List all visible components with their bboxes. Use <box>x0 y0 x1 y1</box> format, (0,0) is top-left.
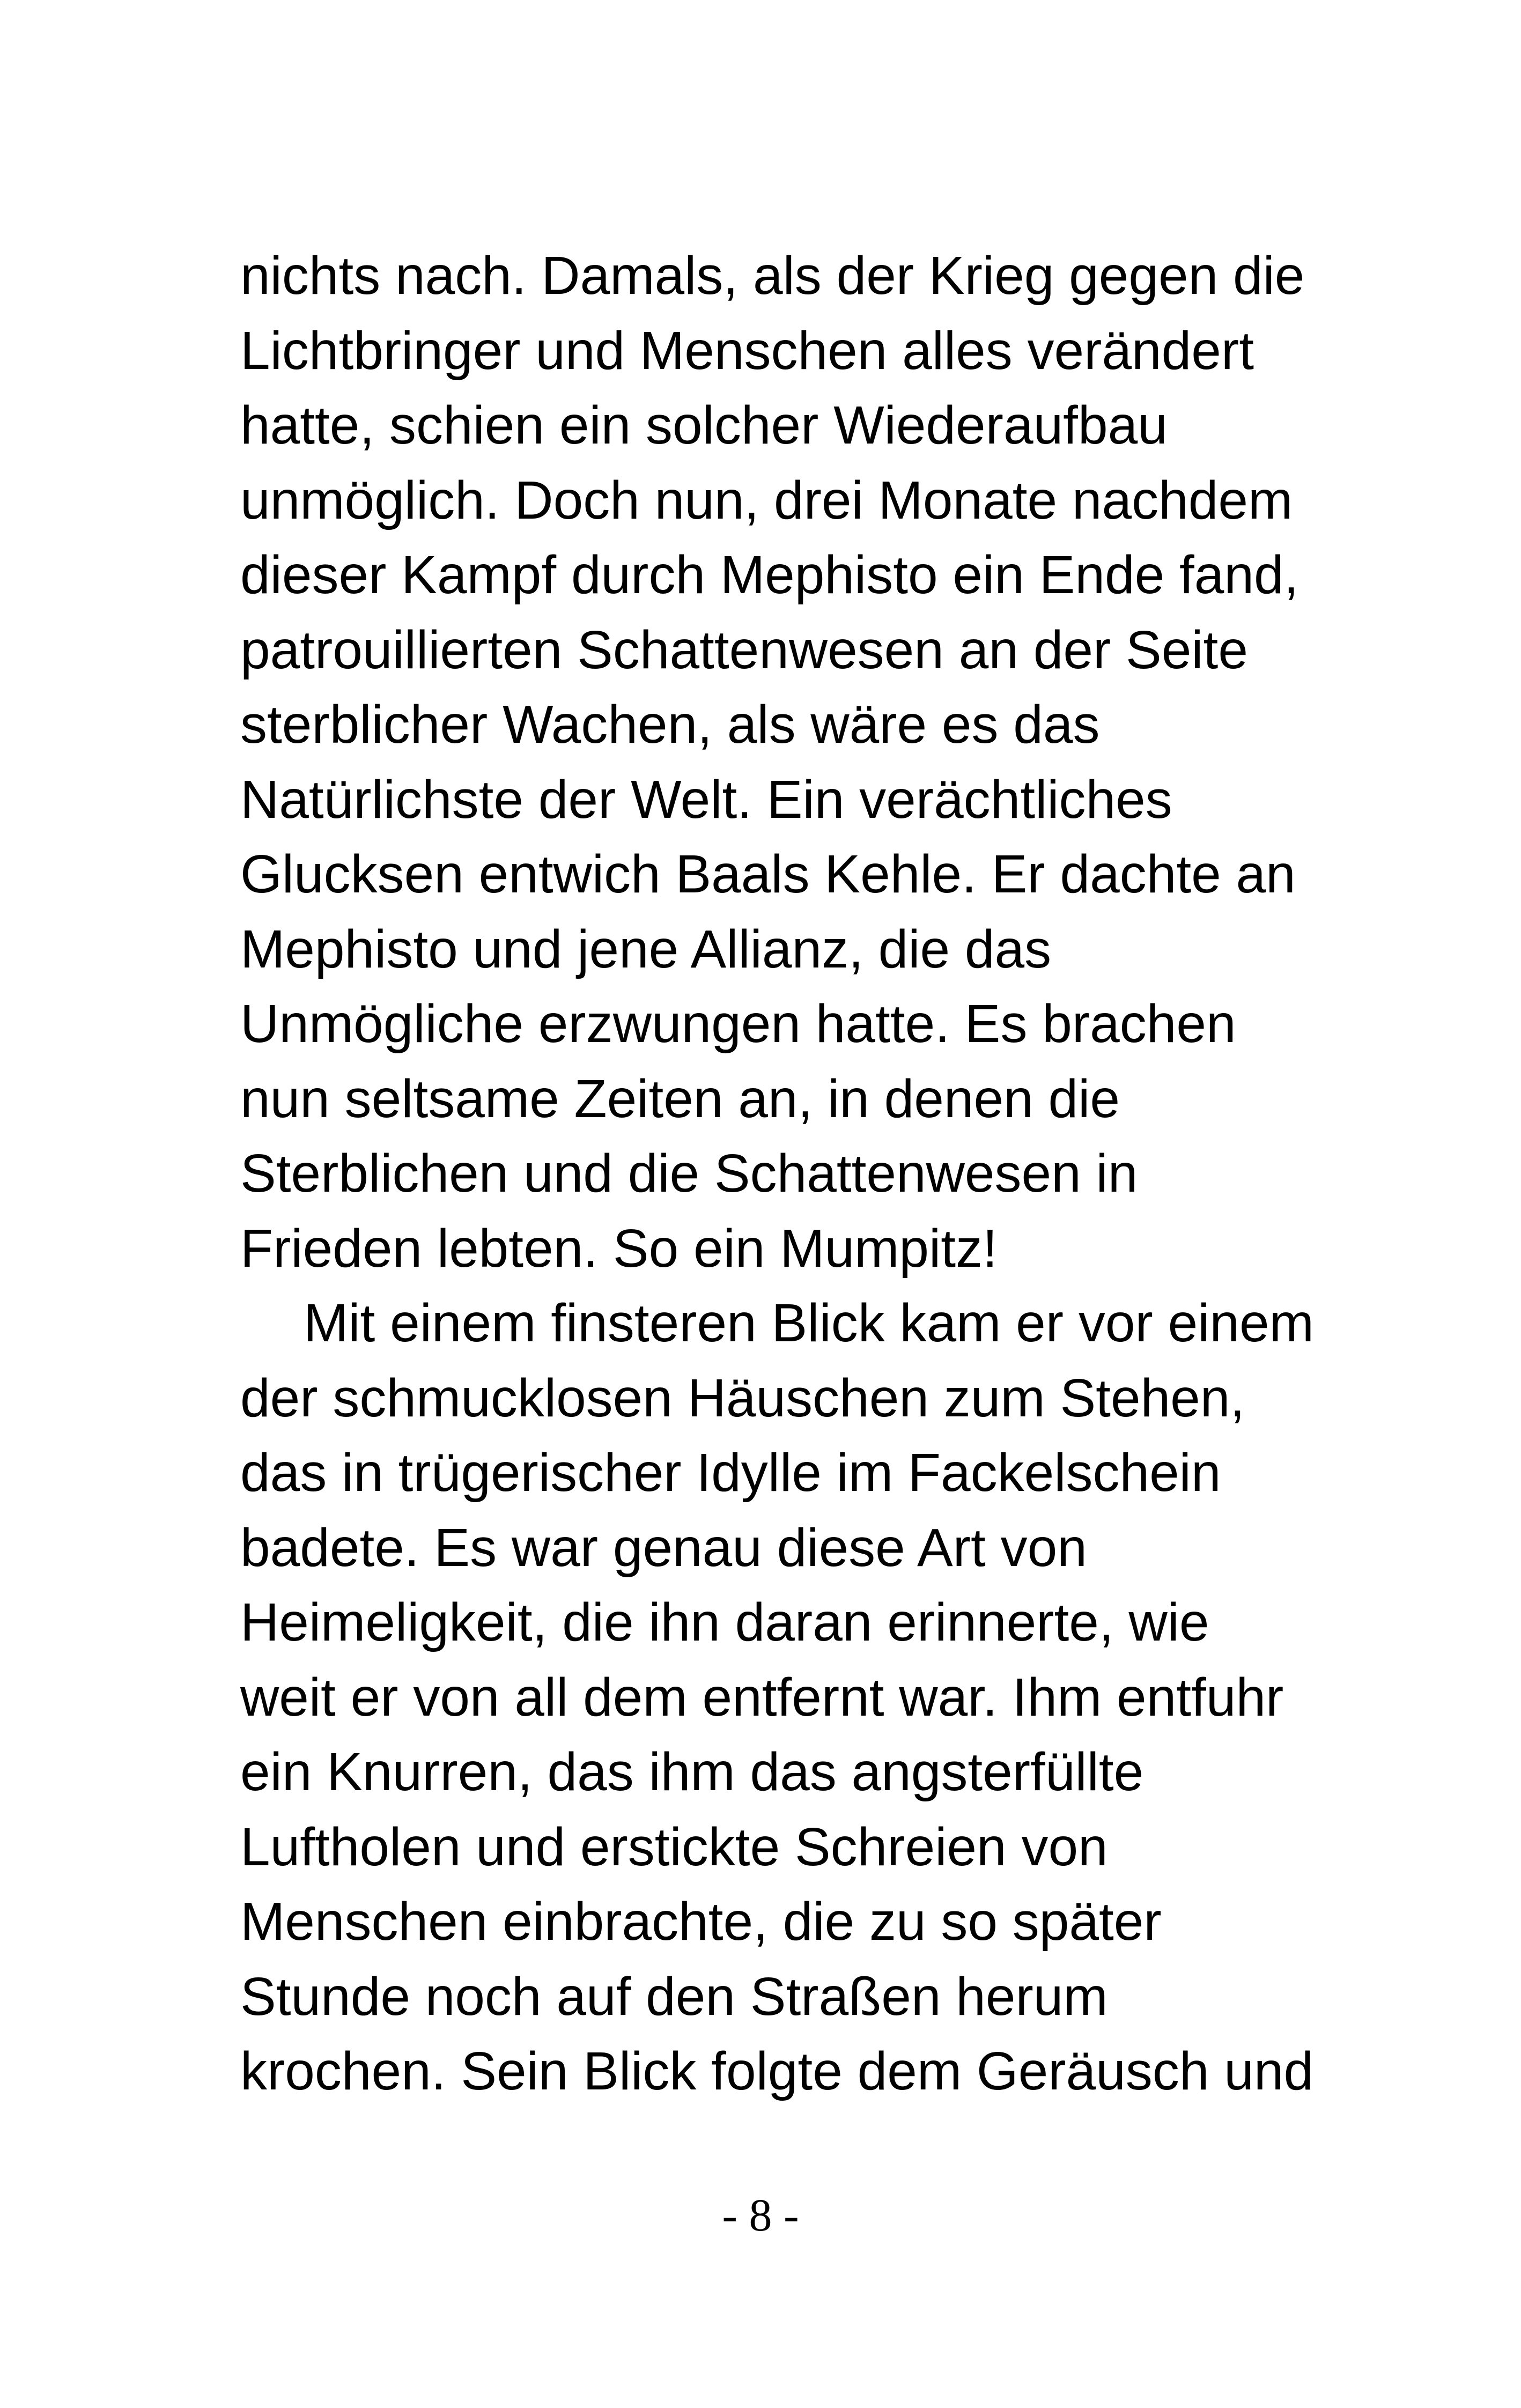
text-line: Natürlichste der Welt. Ein verächtliches <box>240 769 1172 830</box>
text-line: Heimeligkeit, die ihn daran erinnerte, wie <box>240 1592 1209 1652</box>
text-line: ein Knurren, das ihm das angsterfüllte <box>240 1742 1144 1802</box>
text-line: Mephisto und jene Allianz, die das <box>240 919 1052 979</box>
paragraph-start-line: Mit einem finsteren Blick kam er vor einem <box>304 1293 1314 1353</box>
text-line: nichts nach. Damals, als der Krieg gegen die <box>240 246 1305 306</box>
text-line: weit er von all dem entfernt war. Ihm entfuhr <box>240 1667 1284 1727</box>
text-line: krochen. Sein Blick folgte dem Geräusch und <box>240 2041 1314 2101</box>
text-line: Sterblichen und die Schattenwesen in <box>240 1143 1138 1203</box>
text-line: Lichtbringer und Menschen alles verändert <box>240 320 1254 381</box>
text-line: hatte, schien ein solcher Wiederaufbau <box>240 395 1168 455</box>
text-line: unmöglich. Doch nun, drei Monate nachdem <box>240 470 1293 530</box>
text-line: Unmögliche erzwungen hatte. Es brachen <box>240 994 1236 1054</box>
body-text <box>240 239 1356 2109</box>
text-line: sterblicher Wachen, als wäre es das <box>240 695 1100 755</box>
text-line: Menschen einbrachte, die zu so später <box>240 1892 1162 1952</box>
text-line: Frieden lebten. So ein Mumpitz! <box>240 1218 998 1279</box>
text-line: das in trügerischer Idylle im Fackelschein <box>240 1443 1221 1503</box>
text-line: dieser Kampf durch Mephisto ein Ende fand, <box>240 545 1299 605</box>
text-line: der schmucklosen Häuschen zum Stehen, <box>240 1368 1245 1428</box>
text-line: nun seltsame Zeiten an, in denen die <box>240 1068 1120 1129</box>
text-line: Stunde noch auf den Straßen herum <box>240 1966 1108 2027</box>
text-line: Luftholen und erstickte Schreien von <box>240 1816 1108 1877</box>
text-line: badete. Es war genau diese Art von <box>240 1517 1087 1578</box>
text-line: Glucksen entwich Baals Kehle. Er dachte an <box>240 844 1296 904</box>
text-line: patrouillierten Schattenwesen an der Seite <box>240 619 1248 680</box>
page-number: - 8 - <box>722 2189 799 2241</box>
